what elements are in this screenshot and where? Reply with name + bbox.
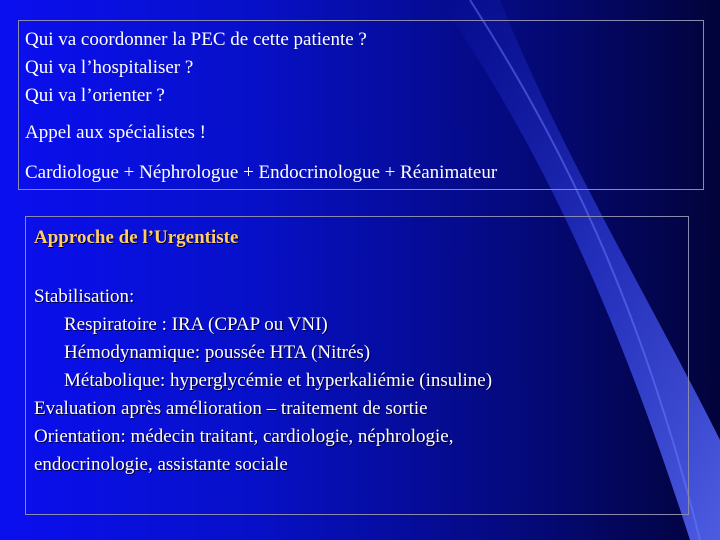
questions-box (18, 20, 704, 190)
question-line-3: Qui va l’orienter ? (25, 85, 165, 106)
hemodynamic-line: Hémodynamique: poussée HTA (Nitrés) (64, 342, 371, 363)
orientation-line: Orientation: médecin traitant, cardiologie, néphrologie, (34, 426, 454, 447)
evaluation-line: Evaluation après amélioration – traitement de sortie (34, 398, 428, 419)
stabilisation-title: Stabilisation: (34, 286, 135, 307)
respiratory-line: Respiratoire : IRA (CPAP ou VNI) (64, 314, 328, 335)
metabolic-line: Métabolique: hyperglycémie et hyperkaliémie (insuline) (64, 370, 493, 391)
specialists-call: Appel aux spécialistes ! (25, 122, 206, 143)
approach-heading: Approche de l’Urgentiste (34, 227, 239, 248)
approach-box (25, 216, 689, 515)
question-line-2: Qui va l’hospitaliser ? (25, 57, 194, 78)
question-line-1: Qui va coordonner la PEC de cette patiente ? (25, 29, 367, 50)
orientation-line-continued: endocrinologie, assistante sociale (34, 454, 288, 475)
specialists-list: Cardiologue + Néphrologue + Endocrinologue + Réanimateur (25, 162, 498, 183)
